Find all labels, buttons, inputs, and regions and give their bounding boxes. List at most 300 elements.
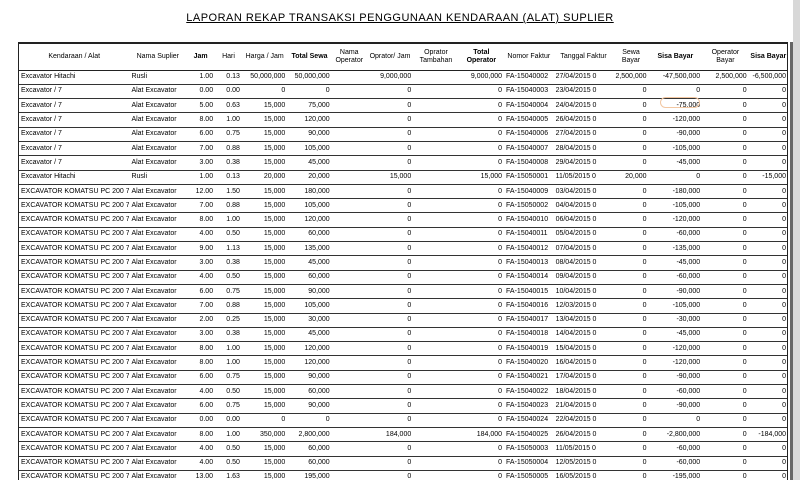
table-row[interactable] (19, 70, 788, 84)
cell-sisa-bayar: -105,000 (649, 141, 703, 155)
cell-operator-bayar: 0 (702, 370, 748, 384)
cell-operator-tambahan (413, 385, 458, 399)
cell-hari: 0.50 (215, 442, 242, 456)
cell-sisa-bayar2: 0 (749, 327, 788, 341)
cell-nomor-faktur: FA-15050002 (504, 199, 554, 213)
cell-sewa-bayar: 0 (613, 242, 648, 256)
cell-jam: 1.00 (186, 70, 215, 84)
cell-hari: 1.00 (215, 113, 242, 127)
column-header-total-operator: Total Operator (459, 44, 504, 70)
cell-sisa-bayar: -2,800,000 (649, 427, 703, 441)
cell-kendaraan: EXCAVATOR KOMATSU PC 200 7 (19, 256, 129, 270)
cell-nomor-faktur: FA-15040009 (504, 184, 554, 198)
cell-nama-operator (332, 156, 367, 170)
cell-tanggal-faktur: 09/04/2015 0 (554, 270, 614, 284)
table-row[interactable] (19, 170, 788, 184)
cell-kendaraan: EXCAVATOR KOMATSU PC 200 7 (19, 284, 129, 298)
cell-operator-bayar: 2,500,000 (702, 70, 748, 84)
cell-nama-operator (332, 399, 367, 413)
cell-operator-tambahan (413, 370, 458, 384)
cell-total-operator: 0 (459, 156, 504, 170)
cell-total-sewa: 75,000 (287, 99, 331, 113)
cell-total-sewa: 180,000 (287, 184, 331, 198)
report-title: LAPORAN REKAP TRANSAKSI PENGGUNAAN KENDARAAN (ALAT) SUPLIER (186, 12, 614, 24)
cell-kendaraan: EXCAVATOR KOMATSU PC 200 7 (19, 299, 129, 313)
cell-sisa-bayar2: 0 (749, 156, 788, 170)
cell-nama-operator (332, 327, 367, 341)
cell-sewa-bayar: 20,000 (613, 170, 648, 184)
cell-sewa-bayar: 0 (613, 156, 648, 170)
cell-operator-jam: 9,000,000 (367, 70, 413, 84)
cell-total-operator: 0 (459, 256, 504, 270)
cell-operator-tambahan (413, 99, 458, 113)
cell-hari: 0.75 (215, 370, 242, 384)
cell-kendaraan: EXCAVATOR KOMATSU PC 200 7 (19, 227, 129, 241)
cell-sisa-bayar2: 0 (749, 299, 788, 313)
cell-sewa-bayar: 0 (613, 99, 648, 113)
column-header-operator-tambahan: Oprator Tambahan (413, 44, 458, 70)
cell-nomor-faktur: FA-15040014 (504, 270, 554, 284)
cell-operator-jam: 0 (367, 313, 413, 327)
cell-operator-jam: 0 (367, 442, 413, 456)
cell-sisa-bayar2: 0 (749, 84, 788, 98)
cell-operator-tambahan (413, 242, 458, 256)
cell-nomor-faktur: FA-15040002 (504, 70, 554, 84)
cell-sewa-bayar: 0 (613, 456, 648, 470)
cell-sisa-bayar: -195,000 (649, 470, 703, 480)
cell-total-sewa: 0 (287, 84, 331, 98)
cell-tanggal-faktur: 14/04/2015 0 (554, 327, 614, 341)
column-header-jam: Jam (186, 44, 215, 70)
cell-sewa-bayar: 0 (613, 327, 648, 341)
cell-operator-tambahan (413, 213, 458, 227)
cell-tanggal-faktur: 26/04/2015 0 (554, 427, 614, 441)
cell-hari: 1.00 (215, 356, 242, 370)
cell-harga-jam: 15,000 (242, 270, 287, 284)
table-row[interactable] (19, 299, 788, 313)
cell-harga-jam: 15,000 (242, 227, 287, 241)
table-row[interactable] (19, 327, 788, 341)
column-header-sewa-bayar: Sewa Bayar (613, 44, 648, 70)
cell-operator-jam: 0 (367, 99, 413, 113)
table-row[interactable] (19, 399, 788, 413)
cell-nomor-faktur: FA-15040007 (504, 141, 554, 155)
cell-harga-jam: 15,000 (242, 356, 287, 370)
viewer-scroll-gutter[interactable] (793, 0, 800, 480)
column-header-total-sewa: Total Sewa (287, 44, 331, 70)
cell-sisa-bayar: -45,000 (649, 256, 703, 270)
cell-total-operator: 0 (459, 470, 504, 480)
cell-harga-jam: 15,000 (242, 213, 287, 227)
cell-nama-suplier: Alat Excavator (129, 242, 186, 256)
column-header-sisa-bayar2: Sisa Bayar (749, 44, 788, 70)
cell-operator-jam: 0 (367, 227, 413, 241)
cell-nomor-faktur: FA-15040012 (504, 242, 554, 256)
cell-jam: 8.00 (186, 427, 215, 441)
cell-total-sewa: 60,000 (287, 456, 331, 470)
cell-nomor-faktur: FA-15040003 (504, 84, 554, 98)
table-row[interactable] (19, 356, 788, 370)
cell-nama-suplier: Rusli (129, 70, 186, 84)
cell-nama-suplier: Alat Excavator (129, 256, 186, 270)
cell-nama-suplier: Alat Excavator (129, 84, 186, 98)
cell-sisa-bayar2: 0 (749, 456, 788, 470)
cell-sisa-bayar: -120,000 (649, 356, 703, 370)
cell-kendaraan: Excavator Hitachi (19, 70, 129, 84)
cell-sisa-bayar2: 0 (749, 442, 788, 456)
cell-kendaraan: Excavator Hitachi (19, 170, 129, 184)
table-row[interactable] (19, 227, 788, 241)
cell-jam: 4.00 (186, 442, 215, 456)
table-row[interactable] (19, 99, 788, 113)
cell-hari: 1.63 (215, 470, 242, 480)
cell-total-sewa: 0 (287, 413, 331, 427)
cell-hari: 0.88 (215, 141, 242, 155)
cell-kendaraan: EXCAVATOR KOMATSU PC 200 7 (19, 213, 129, 227)
cell-jam: 9.00 (186, 242, 215, 256)
cell-sewa-bayar: 0 (613, 284, 648, 298)
table-row[interactable] (19, 385, 788, 399)
cell-sisa-bayar2: 0 (749, 213, 788, 227)
cell-operator-tambahan (413, 256, 458, 270)
cell-tanggal-faktur: 04/04/2015 0 (554, 199, 614, 213)
cell-sewa-bayar: 0 (613, 127, 648, 141)
cell-sewa-bayar: 0 (613, 470, 648, 480)
cell-tanggal-faktur: 28/04/2015 0 (554, 141, 614, 155)
cell-jam: 6.00 (186, 284, 215, 298)
cell-operator-tambahan (413, 170, 458, 184)
cell-nama-suplier: Alat Excavator (129, 456, 186, 470)
cell-harga-jam: 15,000 (242, 284, 287, 298)
cell-sisa-bayar: -90,000 (649, 370, 703, 384)
cell-nama-operator (332, 313, 367, 327)
cell-total-sewa: 45,000 (287, 156, 331, 170)
table-row[interactable] (19, 242, 788, 256)
cell-operator-bayar: 0 (702, 113, 748, 127)
cell-nama-suplier: Rusli (129, 170, 186, 184)
cell-nama-suplier: Alat Excavator (129, 113, 186, 127)
cell-total-sewa: 20,000 (287, 170, 331, 184)
cell-operator-tambahan (413, 113, 458, 127)
cell-nama-suplier: Alat Excavator (129, 127, 186, 141)
cell-total-sewa: 30,000 (287, 313, 331, 327)
cell-harga-jam: 15,000 (242, 127, 287, 141)
cell-total-operator: 0 (459, 270, 504, 284)
cell-jam: 4.00 (186, 385, 215, 399)
cell-harga-jam: 15,000 (242, 370, 287, 384)
column-header-operator-jam: Oprator/ Jam (367, 44, 413, 70)
cell-nama-suplier: Alat Excavator (129, 156, 186, 170)
cell-nama-operator (332, 213, 367, 227)
cell-nama-suplier: Alat Excavator (129, 413, 186, 427)
cell-nama-operator (332, 413, 367, 427)
cell-tanggal-faktur: 07/04/2015 0 (554, 242, 614, 256)
cell-kendaraan: EXCAVATOR KOMATSU PC 200 7 (19, 385, 129, 399)
cell-sisa-bayar: 0 (649, 413, 703, 427)
cell-kendaraan: EXCAVATOR KOMATSU PC 200 7 (19, 270, 129, 284)
cell-total-operator: 0 (459, 113, 504, 127)
cell-operator-tambahan (413, 184, 458, 198)
cell-hari: 0.50 (215, 456, 242, 470)
cell-kendaraan: EXCAVATOR KOMATSU PC 200 7 (19, 242, 129, 256)
cell-nama-operator (332, 84, 367, 98)
transaction-table (19, 44, 788, 480)
cell-jam: 3.00 (186, 156, 215, 170)
cell-nomor-faktur: FA-15050003 (504, 442, 554, 456)
cell-sisa-bayar2: 0 (749, 270, 788, 284)
cell-jam: 7.00 (186, 141, 215, 155)
cell-total-operator: 0 (459, 99, 504, 113)
cell-nama-suplier: Alat Excavator (129, 470, 186, 480)
cell-harga-jam: 15,000 (242, 442, 287, 456)
cell-kendaraan: EXCAVATOR KOMATSU PC 200 7 (19, 199, 129, 213)
cell-nama-suplier: Alat Excavator (129, 184, 186, 198)
cell-operator-tambahan (413, 327, 458, 341)
cell-jam: 7.00 (186, 199, 215, 213)
cell-total-operator: 0 (459, 370, 504, 384)
cell-total-operator: 0 (459, 284, 504, 298)
cell-jam: 8.00 (186, 342, 215, 356)
cell-hari: 0.00 (215, 84, 242, 98)
cell-tanggal-faktur: 27/04/2015 0 (554, 70, 614, 84)
cell-tanggal-faktur: 12/05/2015 0 (554, 456, 614, 470)
cell-sisa-bayar: -45,000 (649, 156, 703, 170)
column-header-harga-jam: Harga / Jam (242, 44, 287, 70)
cell-operator-bayar: 0 (702, 356, 748, 370)
cell-sisa-bayar: -90,000 (649, 284, 703, 298)
cell-operator-jam: 0 (367, 213, 413, 227)
cell-sisa-bayar2: 0 (749, 370, 788, 384)
cell-operator-tambahan (413, 313, 458, 327)
table-row[interactable] (19, 427, 788, 441)
cell-sisa-bayar: -75,000 (649, 99, 703, 113)
cell-harga-jam: 50,000,000 (242, 70, 287, 84)
cell-operator-bayar: 0 (702, 342, 748, 356)
cell-harga-jam: 15,000 (242, 242, 287, 256)
cell-jam: 7.00 (186, 299, 215, 313)
cell-sewa-bayar: 0 (613, 270, 648, 284)
cell-operator-tambahan (413, 413, 458, 427)
table-row[interactable] (19, 213, 788, 227)
cell-jam: 6.00 (186, 399, 215, 413)
cell-operator-tambahan (413, 127, 458, 141)
cell-harga-jam: 15,000 (242, 199, 287, 213)
table-row[interactable] (19, 127, 788, 141)
table-row[interactable] (19, 84, 788, 98)
cell-tanggal-faktur: 05/04/2015 0 (554, 227, 614, 241)
cell-kendaraan: EXCAVATOR KOMATSU PC 200 7 (19, 456, 129, 470)
table-row[interactable] (19, 113, 788, 127)
cell-nomor-faktur: FA-15040010 (504, 213, 554, 227)
cell-total-sewa: 90,000 (287, 127, 331, 141)
cell-nama-operator (332, 242, 367, 256)
cell-operator-bayar: 0 (702, 327, 748, 341)
cell-sewa-bayar: 0 (613, 184, 648, 198)
cell-sisa-bayar: -60,000 (649, 456, 703, 470)
cell-jam: 4.00 (186, 227, 215, 241)
cell-sisa-bayar2: 0 (749, 342, 788, 356)
cell-sisa-bayar: -105,000 (649, 299, 703, 313)
cell-operator-bayar: 0 (702, 284, 748, 298)
cell-nomor-faktur: FA-15040024 (504, 413, 554, 427)
cell-harga-jam: 350,000 (242, 427, 287, 441)
table-row[interactable] (19, 342, 788, 356)
column-header-nama-suplier: Nama Suplier (129, 44, 186, 70)
cell-nama-operator (332, 99, 367, 113)
cell-operator-tambahan (413, 456, 458, 470)
cell-total-operator: 0 (459, 141, 504, 155)
cell-nama-suplier: Alat Excavator (129, 385, 186, 399)
cell-nama-suplier: Alat Excavator (129, 327, 186, 341)
cell-nomor-faktur: FA-15040004 (504, 99, 554, 113)
cell-nama-operator (332, 127, 367, 141)
cell-operator-jam: 0 (367, 127, 413, 141)
cell-nama-operator (332, 256, 367, 270)
cell-operator-tambahan (413, 299, 458, 313)
cell-nama-operator (332, 199, 367, 213)
cell-jam: 8.00 (186, 113, 215, 127)
cell-nama-operator (332, 370, 367, 384)
cell-tanggal-faktur: 10/04/2015 0 (554, 284, 614, 298)
table-row[interactable] (19, 470, 788, 480)
table-row[interactable] (19, 199, 788, 213)
cell-total-sewa: 195,000 (287, 470, 331, 480)
cell-sewa-bayar: 0 (613, 141, 648, 155)
cell-harga-jam: 15,000 (242, 313, 287, 327)
table-row[interactable] (19, 156, 788, 170)
cell-operator-tambahan (413, 270, 458, 284)
cell-sewa-bayar: 0 (613, 385, 648, 399)
table-row[interactable] (19, 370, 788, 384)
cell-nama-suplier: Alat Excavator (129, 370, 186, 384)
cell-operator-bayar: 0 (702, 227, 748, 241)
cell-sewa-bayar: 0 (613, 113, 648, 127)
cell-harga-jam: 15,000 (242, 299, 287, 313)
cell-sisa-bayar: -47,500,000 (649, 70, 703, 84)
cell-total-operator: 0 (459, 242, 504, 256)
table-row[interactable] (19, 184, 788, 198)
cell-total-sewa: 60,000 (287, 385, 331, 399)
table-row[interactable] (19, 256, 788, 270)
cell-nomor-faktur: FA-15040022 (504, 385, 554, 399)
cell-tanggal-faktur: 03/04/2015 0 (554, 184, 614, 198)
cell-tanggal-faktur: 11/05/2015 0 (554, 170, 614, 184)
cell-operator-jam: 0 (367, 184, 413, 198)
cell-sisa-bayar2: 0 (749, 242, 788, 256)
cell-sisa-bayar2: 0 (749, 385, 788, 399)
cell-nama-operator (332, 299, 367, 313)
cell-operator-jam: 0 (367, 299, 413, 313)
cell-sewa-bayar: 0 (613, 199, 648, 213)
cell-operator-tambahan (413, 84, 458, 98)
cell-hari: 0.38 (215, 256, 242, 270)
cell-nomor-faktur: FA-15040018 (504, 327, 554, 341)
cell-total-sewa: 120,000 (287, 342, 331, 356)
cell-operator-bayar: 0 (702, 156, 748, 170)
cell-sisa-bayar: -60,000 (649, 227, 703, 241)
cell-sewa-bayar: 2,500,000 (613, 70, 648, 84)
cell-jam: 6.00 (186, 127, 215, 141)
cell-operator-tambahan (413, 442, 458, 456)
cell-kendaraan: EXCAVATOR KOMATSU PC 200 7 (19, 399, 129, 413)
cell-hari: 0.50 (215, 270, 242, 284)
cell-sewa-bayar: 0 (613, 84, 648, 98)
cell-sisa-bayar2: 0 (749, 184, 788, 198)
cell-sisa-bayar2: -184,000 (749, 427, 788, 441)
cell-operator-bayar: 0 (702, 213, 748, 227)
cell-nomor-faktur: FA-15040011 (504, 227, 554, 241)
cell-kendaraan: Excavator / 7 (19, 99, 129, 113)
cell-harga-jam: 15,000 (242, 327, 287, 341)
cell-sewa-bayar: 0 (613, 256, 648, 270)
cell-harga-jam: 15,000 (242, 470, 287, 480)
cell-operator-tambahan (413, 470, 458, 480)
cell-jam: 13.00 (186, 470, 215, 480)
cell-sisa-bayar: -60,000 (649, 442, 703, 456)
cell-jam: 5.00 (186, 99, 215, 113)
cell-nomor-faktur: FA-15040008 (504, 156, 554, 170)
cell-jam: 2.00 (186, 313, 215, 327)
cell-sisa-bayar2: 0 (749, 227, 788, 241)
cell-operator-bayar: 0 (702, 313, 748, 327)
cell-operator-bayar: 0 (702, 299, 748, 313)
cell-kendaraan: EXCAVATOR KOMATSU PC 200 7 (19, 356, 129, 370)
cell-hari: 0.75 (215, 284, 242, 298)
cell-hari: 0.75 (215, 399, 242, 413)
cell-tanggal-faktur: 16/05/2015 0 (554, 470, 614, 480)
cell-nomor-faktur: FA-15040005 (504, 113, 554, 127)
cell-sisa-bayar: -135,000 (649, 242, 703, 256)
cell-sisa-bayar: -30,000 (649, 313, 703, 327)
table-row[interactable] (19, 141, 788, 155)
cell-sisa-bayar: -120,000 (649, 113, 703, 127)
cell-kendaraan: EXCAVATOR KOMATSU PC 200 7 (19, 327, 129, 341)
cell-total-operator: 0 (459, 213, 504, 227)
cell-nama-operator (332, 113, 367, 127)
cell-operator-bayar: 0 (702, 242, 748, 256)
cell-total-sewa: 120,000 (287, 113, 331, 127)
cell-nama-suplier: Alat Excavator (129, 270, 186, 284)
cell-jam: 1.00 (186, 170, 215, 184)
cell-nama-operator (332, 270, 367, 284)
cell-sewa-bayar: 0 (613, 399, 648, 413)
cell-kendaraan: Excavator / 7 (19, 127, 129, 141)
cell-harga-jam: 15,000 (242, 256, 287, 270)
cell-hari: 1.00 (215, 427, 242, 441)
table-row[interactable] (19, 284, 788, 298)
cell-operator-bayar: 0 (702, 456, 748, 470)
cell-sisa-bayar2: 0 (749, 199, 788, 213)
cell-nama-operator (332, 184, 367, 198)
cell-total-sewa: 105,000 (287, 299, 331, 313)
cell-sisa-bayar2: 0 (749, 256, 788, 270)
table-row[interactable] (19, 456, 788, 470)
cell-hari: 0.13 (215, 70, 242, 84)
cell-total-sewa: 105,000 (287, 141, 331, 155)
cell-sisa-bayar2: 0 (749, 99, 788, 113)
cell-total-sewa: 60,000 (287, 227, 331, 241)
cell-operator-jam: 15,000 (367, 170, 413, 184)
table-row[interactable] (19, 413, 788, 427)
cell-total-operator: 0 (459, 299, 504, 313)
cell-hari: 1.00 (215, 342, 242, 356)
cell-operator-bayar: 0 (702, 442, 748, 456)
table-row[interactable] (19, 313, 788, 327)
cell-operator-jam: 0 (367, 385, 413, 399)
cell-tanggal-faktur: 26/04/2015 0 (554, 113, 614, 127)
table-row[interactable] (19, 442, 788, 456)
table-row[interactable] (19, 270, 788, 284)
